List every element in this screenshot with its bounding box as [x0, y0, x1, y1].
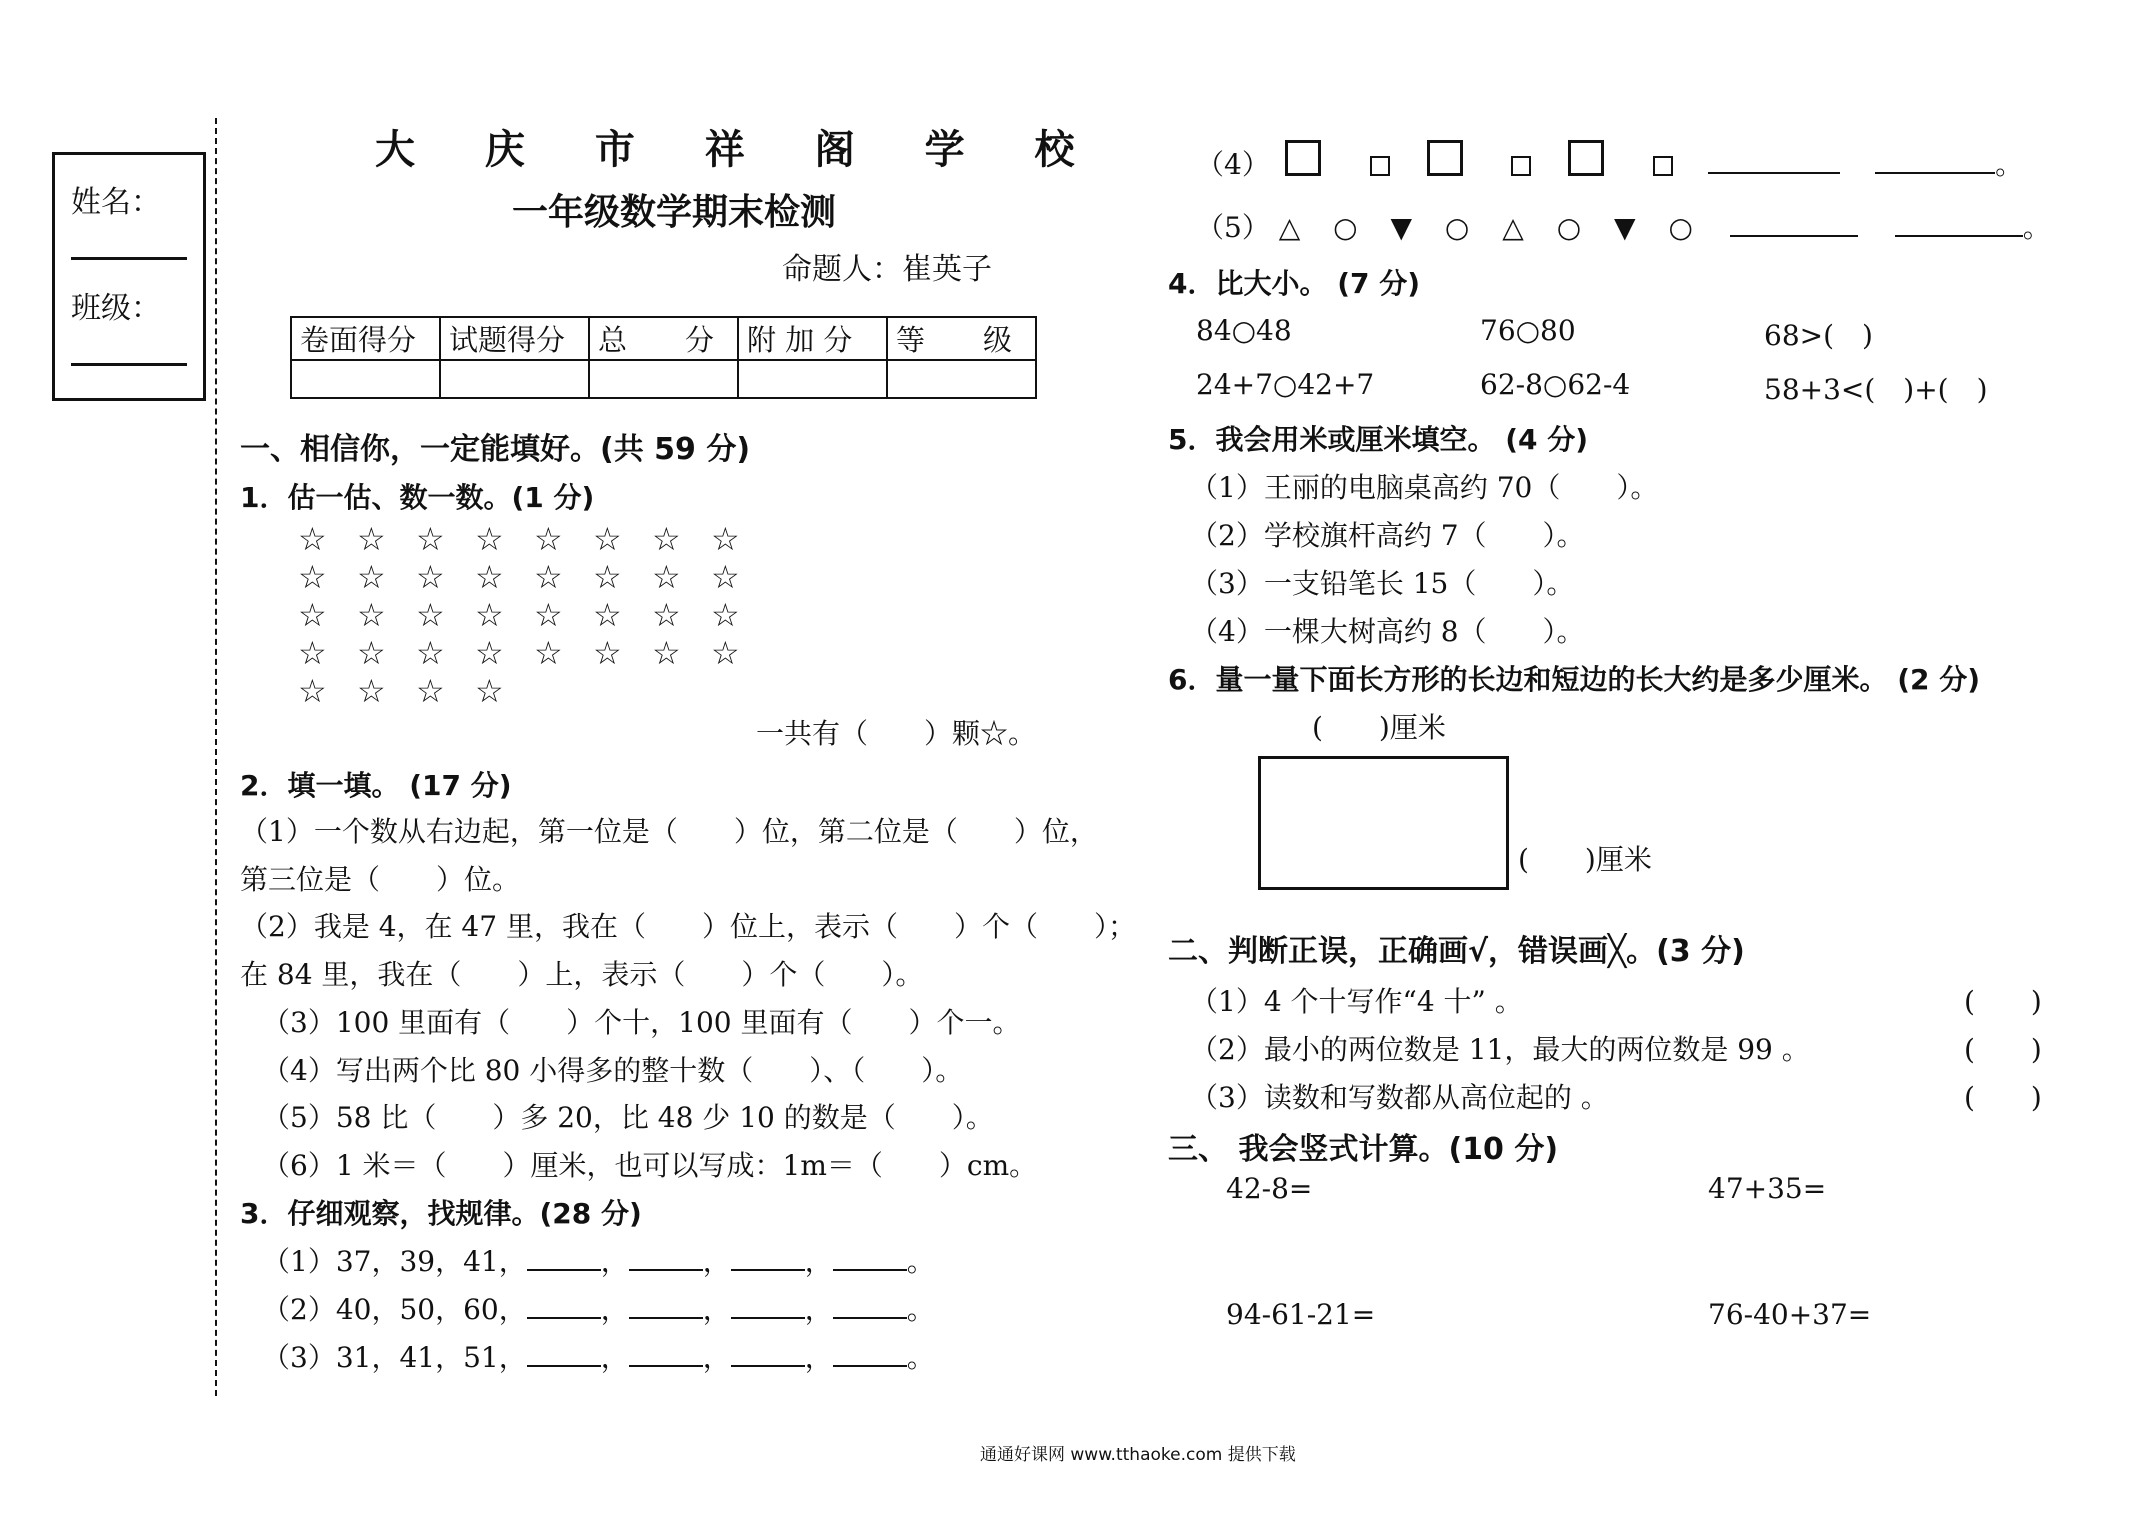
- star-icon: ☆: [298, 520, 327, 558]
- q4-item-5: 62-8○62-4: [1480, 368, 1631, 401]
- q3-seq-2-blank-3[interactable]: [731, 1317, 805, 1319]
- q6-title: 6．量一量下面长方形的长边和短边的长大约是多少厘米。 (2 分): [1168, 663, 1981, 696]
- star-icon: ☆: [357, 672, 386, 710]
- comma: ，: [804, 1245, 833, 1278]
- score-table-header-row: [291, 317, 1036, 360]
- q3-seq-5-blank-2[interactable]: [1895, 235, 2023, 237]
- judge-paren-3[interactable]: ( ): [1964, 1081, 2042, 1114]
- q3-seq-1-label: （1）37，39，41，: [262, 1245, 527, 1278]
- star-icon: ☆: [298, 634, 327, 672]
- small-square-icon: [1653, 156, 1673, 176]
- star-icon: ☆: [357, 634, 386, 672]
- comma: ，: [600, 1245, 629, 1278]
- star-row: [298, 558, 770, 596]
- score-header-grade: 等 级: [887, 317, 1036, 360]
- student-info-box: [52, 152, 206, 401]
- q4-title: 4．比大小。 (7 分): [1168, 267, 1421, 300]
- section3-title: 三、 我会竖式计算。(10 分): [1168, 1132, 1559, 1167]
- star-icon: ☆: [711, 596, 740, 634]
- calc-2: 47+35=: [1708, 1172, 1827, 1205]
- period: 。: [1995, 148, 2024, 181]
- comma: ，: [702, 1341, 731, 1374]
- q2-line-8: （6）1 米＝（ ）厘米，也可以写成：1m＝（ ）cm。: [262, 1149, 1038, 1182]
- calc-3: 94-61-21=: [1226, 1298, 1376, 1331]
- star-icon: ☆: [711, 634, 740, 672]
- star-icon: ☆: [593, 634, 622, 672]
- star-icon: ☆: [298, 596, 327, 634]
- q3-seq-5-label: （5）: [1196, 211, 1270, 244]
- q3-seq-1-blank-4[interactable]: [833, 1269, 907, 1271]
- q4-item-2: 76○80: [1480, 314, 1576, 347]
- q2-line-4: 在 84 里，我在（ ）上，表示（ ）个（ ）。: [240, 958, 924, 991]
- star-icon: ☆: [534, 634, 563, 672]
- star-icon: ☆: [416, 596, 445, 634]
- judge-paren-1[interactable]: ( ): [1964, 985, 2042, 1018]
- exam-title: 一年级数学期末检测: [512, 192, 837, 233]
- score-header-questions: 试题得分: [440, 317, 589, 360]
- comma: ，: [804, 1293, 833, 1326]
- q3-seq-5: [1196, 206, 2051, 246]
- q2-line-3: （2）我是 4，在 47 里，我在（ ）位上，表示（ ）个（ ）；: [240, 910, 1136, 943]
- class-label: 班级：: [71, 291, 161, 326]
- period: 。: [906, 1293, 935, 1326]
- calc-4: 76-40+37=: [1708, 1298, 1872, 1331]
- q3-seq-1-blank-1[interactable]: [527, 1269, 601, 1271]
- star-icon: ☆: [475, 520, 504, 558]
- big-square-icon: [1427, 140, 1463, 176]
- q3-seq-3-label: （3）31，41，51，: [262, 1341, 527, 1374]
- star-icon: ☆: [416, 672, 445, 710]
- period: 。: [2022, 211, 2051, 244]
- q3-seq-1-blank-2[interactable]: [629, 1269, 703, 1271]
- q5-title: 5．我会用米或厘米填空。 (4 分): [1168, 423, 1589, 456]
- comma: ，: [804, 1341, 833, 1374]
- star-icon: ☆: [475, 634, 504, 672]
- score-cell-paper[interactable]: [291, 360, 440, 398]
- q3-seq-2-label: （2）40，50，60，: [262, 1293, 527, 1326]
- q1-answer: 一共有（ ）颗☆。: [756, 717, 1037, 750]
- q3-seq-3: [262, 1336, 935, 1376]
- q1-title: 1．估一估、数一数。(1 分): [240, 481, 595, 514]
- q4-item-1: 84○48: [1196, 314, 1292, 347]
- class-field[interactable]: [71, 363, 187, 366]
- q2-line-5: （3）100 里面有（ ）个十，100 里面有（ ）个一。: [262, 1006, 1021, 1039]
- judge-item-2: （2）最小的两位数是 11，最大的两位数是 99 。: [1190, 1033, 1810, 1066]
- comma: ，: [600, 1293, 629, 1326]
- star-row: [298, 520, 770, 558]
- star-grid: [298, 520, 770, 710]
- name-label: 姓名：: [71, 185, 161, 220]
- cut-line: [215, 118, 217, 1396]
- score-header-paper: 卷面得分: [291, 317, 440, 360]
- footer-credit: 通通好课网 www.tthaoke.com 提供下载: [980, 1445, 1296, 1465]
- star-icon: ☆: [593, 596, 622, 634]
- q5-line-2: （2）学校旗杆高约 7（ ）。: [1190, 519, 1585, 552]
- q2-title: 2．填一填。 (17 分): [240, 769, 512, 802]
- score-cell-questions[interactable]: [440, 360, 589, 398]
- big-square-icon: [1568, 140, 1604, 176]
- name-field[interactable]: [71, 257, 187, 260]
- q2-line-2: 第三位是（ ）位。: [240, 863, 521, 896]
- star-row: [298, 672, 770, 710]
- shape-sequence: △ ○ ▼ ○ △ ○ ▼ ○: [1278, 211, 1705, 244]
- star-row: [298, 634, 770, 672]
- big-square-icon: [1285, 140, 1321, 176]
- star-icon: ☆: [416, 634, 445, 672]
- star-icon: ☆: [357, 596, 386, 634]
- q2-line-6: （4）写出两个比 80 小得多的整十数（ ）、（ ）。: [262, 1054, 964, 1087]
- star-icon: ☆: [534, 596, 563, 634]
- q2-line-1: （1）一个数从右边起，第一位是（ ）位，第二位是（ ）位，: [240, 815, 1098, 848]
- period: 。: [906, 1341, 935, 1374]
- q3-seq-4-label: （4）: [1196, 148, 1270, 181]
- star-icon: ☆: [652, 596, 681, 634]
- judge-paren-2[interactable]: ( ): [1964, 1033, 2042, 1066]
- measure-rectangle: [1258, 756, 1509, 890]
- star-row: [298, 596, 770, 634]
- score-header-total: 总 分: [589, 317, 738, 360]
- star-icon: ☆: [357, 558, 386, 596]
- q5-line-3: （3）一支铅笔长 15（ ）。: [1190, 567, 1575, 600]
- q3-seq-4-blank-2[interactable]: [1875, 172, 1995, 174]
- star-icon: ☆: [298, 558, 327, 596]
- star-icon: ☆: [534, 520, 563, 558]
- star-icon: ☆: [475, 558, 504, 596]
- period: 。: [906, 1245, 935, 1278]
- small-square-icon: [1370, 156, 1390, 176]
- q3-seq-2: [262, 1288, 935, 1328]
- q3-title: 3．仔细观察，找规律。(28 分): [240, 1197, 642, 1230]
- star-icon: ☆: [593, 520, 622, 558]
- star-icon: ☆: [416, 520, 445, 558]
- star-icon: ☆: [534, 558, 563, 596]
- q3-seq-4-blank-1[interactable]: [1708, 172, 1840, 174]
- q3-seq-3-blank-2[interactable]: [629, 1365, 703, 1367]
- section1-title: 一、相信你，一定能填好。(共 59 分): [240, 432, 751, 467]
- star-icon: ☆: [652, 634, 681, 672]
- section2-title: 二、判断正误，正确画√，错误画╳。(3 分): [1168, 934, 1745, 969]
- calc-1: 42-8=: [1226, 1172, 1313, 1205]
- q3-seq-4: [1196, 140, 2023, 183]
- q3-seq-3-blank-1[interactable]: [527, 1365, 601, 1367]
- star-icon: ☆: [711, 558, 740, 596]
- q4-item-4: 24+7○42+7: [1196, 368, 1375, 401]
- q6-side-label: ( )厘米: [1518, 843, 1652, 876]
- judge-item-3: （3）读数和写数都从高位起的 。: [1190, 1081, 1609, 1114]
- q5-line-1: （1）王丽的电脑桌高约 70（ ）。: [1190, 471, 1659, 504]
- comma: ，: [702, 1245, 731, 1278]
- q3-seq-2-blank-1[interactable]: [527, 1317, 601, 1319]
- q3-seq-1: [262, 1240, 935, 1280]
- star-icon: ☆: [593, 558, 622, 596]
- score-cell-grade[interactable]: [887, 360, 1036, 398]
- small-square-icon: [1511, 156, 1531, 176]
- q5-line-4: （4）一棵大树高约 8（ ）。: [1190, 615, 1585, 648]
- star-icon: ☆: [475, 672, 504, 710]
- q3-seq-2-blank-2[interactable]: [629, 1317, 703, 1319]
- q3-seq-3-blank-4[interactable]: [833, 1365, 907, 1367]
- judge-item-1: （1）4 个十写作“4 十” 。: [1190, 985, 1523, 1018]
- q3-seq-1-blank-3[interactable]: [731, 1269, 805, 1271]
- comma: ，: [702, 1293, 731, 1326]
- score-table: [290, 316, 1037, 399]
- star-icon: ☆: [357, 520, 386, 558]
- star-icon: ☆: [475, 596, 504, 634]
- star-icon: ☆: [711, 520, 740, 558]
- q2-line-7: （5）58 比（ ）多 20，比 48 少 10 的数是（ ）。: [262, 1101, 994, 1134]
- q6-top-label: ( )厘米: [1312, 711, 1446, 744]
- q4-item-3: 68>( ): [1764, 319, 1873, 352]
- star-icon: ☆: [298, 672, 327, 710]
- comma: ，: [600, 1341, 629, 1374]
- q3-seq-2-blank-4[interactable]: [833, 1317, 907, 1319]
- score-table-value-row: [291, 360, 1036, 398]
- q4-item-6: 58+3<( )+( ): [1764, 373, 1988, 406]
- star-icon: ☆: [416, 558, 445, 596]
- score-cell-bonus[interactable]: [738, 360, 887, 398]
- score-header-bonus: 附 加 分: [738, 317, 887, 360]
- score-cell-total[interactable]: [589, 360, 738, 398]
- school-name: 大 庆 市 祥 阁 学 校: [375, 127, 1103, 173]
- q3-seq-3-blank-3[interactable]: [731, 1365, 805, 1367]
- star-icon: ☆: [652, 558, 681, 596]
- star-icon: ☆: [652, 520, 681, 558]
- q3-seq-5-blank-1[interactable]: [1730, 235, 1858, 237]
- exam-author: 命题人：崔英子: [782, 252, 992, 287]
